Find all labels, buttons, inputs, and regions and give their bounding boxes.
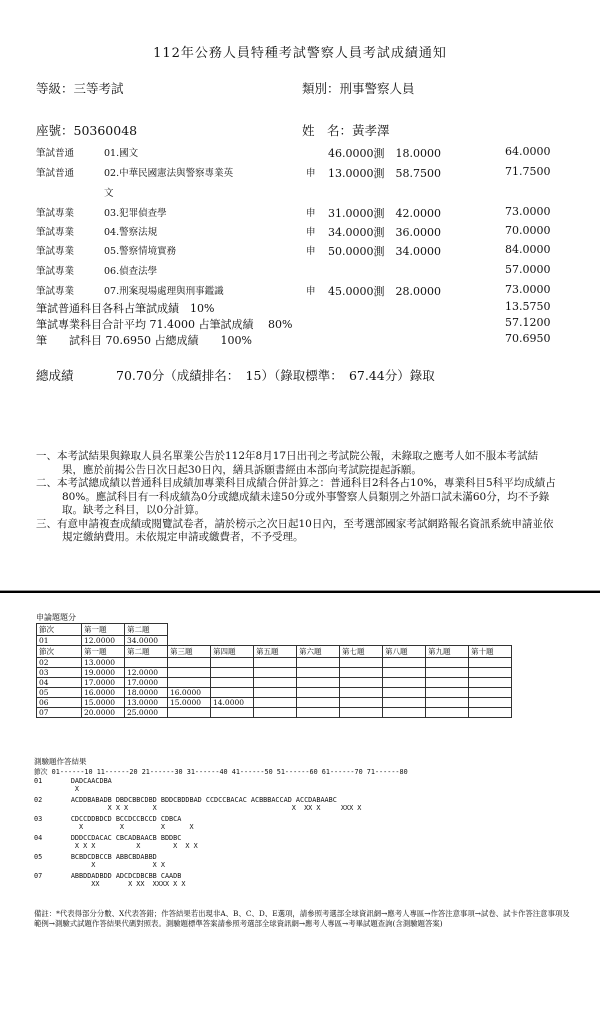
- subject-row: [0, 263, 600, 279]
- subject-final: 73.0000: [505, 283, 551, 296]
- table-row: [37, 658, 512, 668]
- table-cell: [426, 688, 469, 698]
- table-cell: [297, 668, 340, 678]
- table-cell: [383, 688, 426, 698]
- table-cell: 17.0000: [125, 678, 168, 688]
- mc-results-header: 節次 01------10 11------20 21------30 31------40 41------50 51------60 61------70 71------80: [34, 768, 408, 776]
- table-cell: [383, 668, 426, 678]
- subject-name: 07.刑案現場處理與刑事鑑識: [104, 286, 224, 297]
- table-cell: 05: [37, 688, 82, 698]
- table-row: [37, 668, 512, 678]
- table-row: [37, 698, 512, 708]
- table-cell: [426, 668, 469, 678]
- table-row: [37, 708, 512, 718]
- header-cell: 第三題: [168, 646, 211, 658]
- summary-value: 57.1200: [505, 316, 551, 329]
- appeal-mark: 申: [306, 208, 316, 219]
- table-cell: 34.0000: [125, 636, 168, 646]
- table-cell: 18.0000: [125, 688, 168, 698]
- appeal-mark: 申: [306, 168, 316, 179]
- subject-final: 70.0000: [505, 224, 551, 237]
- subject-type: 筆試專業: [36, 246, 75, 257]
- table-row: [37, 636, 512, 646]
- exam-category: 類別：刑事警察人員: [302, 81, 415, 96]
- table-cell: [211, 708, 254, 718]
- subject-row: [0, 165, 600, 181]
- table-cell: [469, 708, 512, 718]
- summary-text: 筆 試科目 70.6950 占總成績 100%: [36, 334, 252, 347]
- table-cell: [469, 658, 512, 668]
- table-cell: [426, 708, 469, 718]
- subject-scores: 45.0000測 28.0000: [328, 285, 441, 298]
- subject-name: 03.犯罪偵查學: [104, 208, 167, 219]
- mc-answer-line: 07 ABBDDADBDD ADCDCDBCBB CAADB: [34, 872, 182, 880]
- table-cell: [383, 678, 426, 688]
- table-cell: [254, 678, 297, 688]
- table-cell: [469, 688, 512, 698]
- mc-answer-line: 02 ACDDBABADB DBDCBBCDBD BDDCBDDBAD CCDCCBACAC ACBBBACCAD ACCDABAABC: [34, 796, 337, 804]
- candidate-name: 姓 名：黃孝澤: [302, 123, 390, 138]
- table-cell: [254, 698, 297, 708]
- table-cell: 02: [37, 658, 82, 668]
- header-cell: 第八題: [383, 646, 426, 658]
- summary-row: [0, 332, 600, 348]
- header-cell: 第七題: [340, 646, 383, 658]
- table-cell: 03: [37, 668, 82, 678]
- total-score-label: 總成績: [36, 368, 74, 383]
- mc-results-title: 測驗題作答結果: [34, 757, 87, 766]
- table-cell: [168, 668, 211, 678]
- exam-level: 等級：三等考試: [36, 81, 124, 96]
- note-item: 三、有意申請複查成績或閱覽試卷者，請於榜示之次日起10日內，至考選部國家考試網路報名資訊系統申請並依規定繳納費用。未依規定申請或繳費者，不予受理。: [36, 517, 554, 543]
- table-row: [37, 678, 512, 688]
- table-cell: [211, 678, 254, 688]
- table-row: [37, 688, 512, 698]
- mc-answer-line: 04 DDDCCDACAC CBCADBAACB BDDBC: [34, 834, 182, 842]
- appeal-mark: 申: [306, 246, 316, 257]
- table-cell: [426, 658, 469, 668]
- table-cell: 12.0000: [125, 668, 168, 678]
- header-cell: 第二題: [125, 646, 168, 658]
- header-cell: 第六題: [297, 646, 340, 658]
- summary-text: 筆試普通科目各科占筆試成績 10%: [36, 302, 215, 315]
- table-cell: 15.0000: [82, 698, 125, 708]
- table-cell: [168, 708, 211, 718]
- table-cell: [297, 708, 340, 718]
- subject-row: [0, 243, 600, 259]
- table-cell: [168, 678, 211, 688]
- subject-name: 06.偵查法學: [104, 266, 158, 277]
- header-cell: 第十題: [469, 646, 512, 658]
- summary-row: [0, 300, 600, 316]
- subject-scores: 46.0000測 18.0000: [328, 147, 441, 160]
- header-cell: 第二題: [125, 624, 168, 636]
- total-score-value: 70.70分（成績排名： 15）（錄取標準： 67.44分）錄取: [116, 368, 435, 383]
- mc-answer-line: X: [34, 785, 80, 793]
- summary-text: 筆試專業科目合計平均 71.4000 占筆試成績 80%: [36, 318, 293, 331]
- table-cell: [469, 668, 512, 678]
- table-header-row: [37, 624, 512, 636]
- header-cell: 第一題: [82, 646, 125, 658]
- note-item: 一、本考試結果與錄取人員名單業公告於112年8月17日出刊之考試院公報，未錄取之應考人如不服本考試結果，應於前揭公告日次日起30日內，繕具訴願書經由本部向考試院提起訴願。: [36, 450, 539, 476]
- table-cell: [211, 668, 254, 678]
- subject-scores: 31.0000測 42.0000: [328, 207, 441, 220]
- subject-row: [0, 283, 600, 299]
- header-cell: 第四題: [211, 646, 254, 658]
- table-cell: [340, 688, 383, 698]
- subject-row: [0, 205, 600, 221]
- table-cell: 16.0000: [82, 688, 125, 698]
- table-cell: 07: [37, 708, 82, 718]
- subject-final: 84.0000: [505, 243, 551, 256]
- notes-section: [36, 450, 556, 545]
- note-item: 二、本考試總成績以普通科目成績加專業科目成績合併計算之：普通科目2科各占10%，專業科目5科平均成績占80%。應試科目有一科成績為0分或總成績未達50分或外事警察人員類別之外語口試未滿60分，均不予錄取。缺考之科目，以0分計算。: [36, 477, 556, 516]
- table-cell: 06: [37, 698, 82, 708]
- subject-name: 文: [104, 188, 114, 199]
- table-cell: [383, 698, 426, 708]
- table-cell: [297, 688, 340, 698]
- table-cell: [340, 698, 383, 708]
- header-cell: 節次: [37, 624, 82, 636]
- table-cell: 15.0000: [168, 698, 211, 708]
- score-detail-page: [0, 593, 600, 1024]
- subject-row: [0, 145, 600, 161]
- subject-name: 01.國文: [104, 148, 139, 159]
- subject-final: 73.0000: [505, 205, 551, 218]
- subject-row: [0, 185, 600, 201]
- subject-type: 筆試普通: [36, 148, 75, 159]
- notice-title: 112年公務人員特種考試警察人員考試成績通知: [153, 46, 447, 61]
- header-cell: 節次: [37, 646, 82, 658]
- table-cell: 19.0000: [82, 668, 125, 678]
- table-cell: 17.0000: [82, 678, 125, 688]
- table-cell: [211, 658, 254, 668]
- mc-answer-line: X X X X: [34, 823, 194, 831]
- table-cell: [383, 658, 426, 668]
- mc-answer-line: 05 BCBDCDBCCB ABBCBDABBD: [34, 853, 157, 861]
- essay-score-table: [36, 623, 512, 718]
- table-header-row: [37, 646, 512, 658]
- subject-final: 57.0000: [505, 263, 551, 276]
- table-cell: [297, 678, 340, 688]
- subject-type: 筆試專業: [36, 227, 75, 238]
- subject-type: 筆試專業: [36, 266, 75, 277]
- essay-scores-title: 申論題題分: [36, 613, 76, 622]
- subject-type: 筆試普通: [36, 168, 75, 179]
- subject-scores: 50.0000測 34.0000: [328, 245, 441, 258]
- subject-type: 筆試專業: [36, 208, 75, 219]
- table-cell: 13.0000: [82, 658, 125, 668]
- table-cell: [426, 698, 469, 708]
- table-cell: 16.0000: [168, 688, 211, 698]
- summary-row: [0, 316, 600, 332]
- mc-answer-line: 03 CDCCDDBDCD BCCDCCBCCD CDBCA: [34, 815, 182, 823]
- subject-name: 02.中華民國憲法與警察專業英: [104, 168, 234, 179]
- table-cell: [168, 658, 211, 668]
- summary-value: 70.6950: [505, 332, 551, 345]
- seat-number: 座號：50360048: [36, 123, 138, 138]
- appeal-mark: 申: [306, 286, 316, 297]
- appeal-mark: 申: [306, 227, 316, 238]
- subject-name: 04.警察法規: [104, 227, 158, 238]
- table-cell: 01: [37, 636, 82, 646]
- subject-scores: 13.0000測 58.7500: [328, 167, 441, 180]
- mc-answer-line: 01 DADCAACDBA: [34, 777, 112, 785]
- summary-value: 13.5750: [505, 300, 551, 313]
- table-cell: [469, 698, 512, 708]
- header-cell: 第九題: [426, 646, 469, 658]
- table-cell: 12.0000: [82, 636, 125, 646]
- table-cell: [340, 678, 383, 688]
- subject-final: 64.0000: [505, 145, 551, 158]
- table-cell: 04: [37, 678, 82, 688]
- subject-type: 筆試專業: [36, 286, 75, 297]
- table-cell: [383, 708, 426, 718]
- header-cell: 第五題: [254, 646, 297, 658]
- table-cell: [297, 698, 340, 708]
- subject-row: [0, 224, 600, 240]
- table-cell: [340, 658, 383, 668]
- header-cell: 第一題: [82, 624, 125, 636]
- mc-answer-line: X X X X X XX X XXX X: [34, 804, 362, 812]
- table-cell: [211, 688, 254, 698]
- table-cell: 14.0000: [211, 698, 254, 708]
- table-cell: [297, 658, 340, 668]
- table-cell: [426, 678, 469, 688]
- footnote: 備註：*代表得部分分數、X代表答錯；作答結果若出現非A、B、C、D、E選項，請參照考選部全球資訊網→應考人專區→作答注意事項→試卷、試卡作答注意事項及範例→測驗式試題作答結果代碼對照表。測驗題標準答案請參照考選部全球資訊網→應考人專區→考畢試題查詢(含測驗題答案): [34, 909, 570, 928]
- subject-scores: 34.0000測 36.0000: [328, 226, 441, 239]
- mc-answer-line: XX X XX XXXX X X: [34, 880, 186, 888]
- table-cell: 13.0000: [125, 698, 168, 708]
- table-cell: [340, 668, 383, 678]
- table-cell: 20.0000: [82, 708, 125, 718]
- mc-answer-line: X X X: [34, 861, 165, 869]
- subject-final: 71.7500: [505, 165, 551, 178]
- mc-answer-line: X X X X X X X: [34, 842, 198, 850]
- table-cell: [254, 658, 297, 668]
- table-cell: [340, 708, 383, 718]
- table-cell: [254, 708, 297, 718]
- subject-name: 05.警察情境實務: [104, 246, 177, 257]
- table-cell: [254, 688, 297, 698]
- table-cell: 25.0000: [125, 708, 168, 718]
- table-cell: [254, 668, 297, 678]
- table-cell: [125, 658, 168, 668]
- table-cell: [469, 678, 512, 688]
